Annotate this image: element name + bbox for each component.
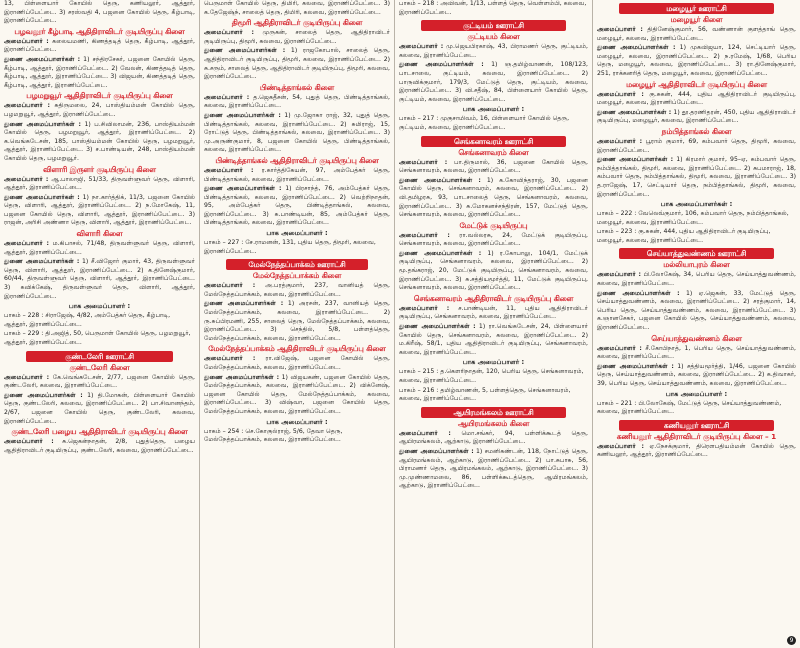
organizer-details: பா.திருமால், 36, பஜனை கோயில் தெரு, செங்கனாவரம், கலவை, இராணிப்பேட்டை. [399, 158, 588, 175]
organizer-role-label: அமைப்பாளர் : [597, 26, 643, 33]
organizer-entry [597, 443, 796, 460]
organizer-entry [399, 250, 588, 293]
organizer-entry [204, 47, 390, 81]
organizer-entry [4, 438, 195, 455]
organizer-role-label: அமைப்பாளர் : [399, 43, 444, 51]
branch-title: விளாரி கிளை [76, 229, 123, 239]
organizer-role-label: அமைப்பாளர் : [204, 282, 256, 290]
organizer-entry [399, 232, 588, 249]
booth-organizer-heading: பாக அமைப்பாளர் : [68, 302, 131, 311]
organizer-role-label: அமைப்பாளர் : [399, 158, 448, 166]
branch-title: செங்கனாவரம் கிளை [458, 147, 529, 157]
organizer-entry [4, 56, 195, 90]
organizer-role-label: அமைப்பாளர் : [597, 344, 642, 352]
organizer-details: ரா.வல்லரசு, 24, மேட்டுக் குடியிருப்பு, செங்கனாவரம், கலவை, இராணிப்பேட்டை. [399, 231, 588, 248]
organizer-entry [4, 0, 195, 26]
organizer-entry [4, 258, 195, 301]
organizer-role-label: அமைப்பாளர் : [204, 166, 254, 174]
organizer-details: 1) கிரமார் குமார், 95–ஏ, கம்பவார் தெரு, நம்பித்தாங்கல், திமூரி, கலவை, இராணிப்பேட்டை. 2) சுபமாராஜ், 18, கம்பவார் தெரு, நம்பித்தாங்கல், திமூரி, கலவை, இராணிப்பேட்டை. 3) த.ராஜேஷ், 17, செட்டியார் தெரு, நம்பித்தாங்கல், திமூரி, கலவை, இராணிப்பேட்டை. [597, 156, 797, 198]
organizer-details: 1) விஜயகண், பஜனை கோயில் தெரு, மேல்நேத்தப்பாக்கம், கலவை, இராணிப்பேட்டை. 2) விக்னேஷ், பஜனை கோயில் தெரு, மேல்நேத்தப்பாக்கம், கலவை, இராணிப்பேட்டை. 3) விஷ்வா, பஜனை கோயில் தெரு, மேல்நேத்தப்பாக்கம், கலவை, இராணிப்பேட்டை. [204, 373, 390, 415]
organizer-details: சுதிருமலை, 24, பாஸ்தியம்மன் கோயில் தெரு, பழமறுவூர், ஆத்தூர், இராணிப்பேட்டை. [4, 102, 195, 118]
organizer-entry [597, 290, 796, 333]
organizer-entry [4, 102, 195, 119]
organizer-role-label: அமைப்பாளர் : [4, 102, 50, 110]
organizer-role-label: அமைப்பாளர் : [597, 271, 641, 279]
organizer-role-label: துணை அமைப்பாளர்கள் : [399, 323, 476, 331]
organizer-role-label: அமைப்பாளர் : [399, 304, 450, 312]
organizer-role-label: அமைப்பாளர் : [204, 29, 254, 37]
branch-title: குண்டலேரி கிளை [69, 362, 130, 372]
column-3 [395, 0, 592, 648]
organizer-details: ர.கார்த்திகேயன், 97, அம்பேத்கர் தெரு, பிண்டித்தாங்கல், கலவை, இராணிப்பேட்டை. [204, 166, 390, 183]
organizer-details: 1) ஞ.தமிழ்வாணன், 108/123, பாடசாலை, குட்டியம், கலவை, இராணிப்பேட்டை. 2) பாருவிக்குமார், 179/3, மேட்டுத் தெரு, குட்டியம், கலவை, இராணிப்பேட்டை. 3) வி.சதீஷ், 84, பிள்ளையார் கோயில் தெரு, குட்டியம், கலவை, இராணிப்பேட்டை. [399, 61, 589, 103]
branch-title: பிண்டித்தாங்கல் ஆதிதிராவிடர் குடியிருப்பு கிளை [215, 155, 379, 165]
organizer-entry [4, 121, 195, 164]
organizer-entry [204, 185, 390, 228]
organizer-details: 1) பிரசாந்த், 76, அம்பேத்கர் தெரு, பிண்டித்தாங்கல், கலவை, இராணிப்பேட்டை. 2) வெற்றிநாதன், 95, அம்பேத்கர் தெரு, பிண்டித்தாங்கல், கலவை, இராணிப்பேட்டை. 3) க.பாண்டியன், 85, அம்பேத்கர் தெரு, பிண்டித்தாங்கல், கலவை, இராணிப்பேட்டை. [204, 185, 390, 227]
organizer-details: 1) க.கோவிந்தராஜ், 30, பஜனை கோயில் தெரு, செங்கனாவரம், கலவை, இராணிப்பேட்டை. 2) வி.தமிழரசு, 93, பாடசாலைத் தெரு, செங்கனாவரம், கலவை, இராணிப்பேட்டை. 3) சு.மோகனச்சந்திரன், 157, மேட்டுத் தெரு, செங்கனாவரம், கலவை, இராணிப்பேட்டை. [399, 176, 588, 219]
organizer-details: முருகன், சாலைத் தெரு, ஆதிதிராவிடர் குடியிருப்பு, திமூரி, கலவை, இராணிப்பேட்டை. [204, 29, 390, 45]
organizer-details: கு.சுகன், 444, புதிய ஆதிதிராவிடர் குடியிருப்பு, மழையூர், கலவை, இராணிப்பேட்டை. [597, 90, 796, 107]
branch-title: செங்கனாவரம் ஆதிதிராவிடர் குடியிருப்பு கிளை [413, 293, 574, 303]
organizer-details: மு.ஜெயபிரகாஷ், 43, பிராமணர் தெரு, குட்டியம், கலவை, இராணிப்பேட்டை. [399, 43, 588, 59]
organizer-entry [399, 177, 588, 220]
booth-organizer-entry: பாகம் – 254 : செ.கோகுல்ராஜ், 5/6, தேவா தெரு, மேல்நேத்தப்பாக்கம், கலவை, இராணிப்பேட்டை. [204, 427, 343, 444]
organizer-entry [204, 94, 390, 111]
organizer-entry [597, 26, 796, 43]
organizer-entry [597, 44, 796, 78]
organizer-role-label: துணை அமைப்பாளர்கள் : [204, 185, 282, 193]
organizer-entry [399, 430, 588, 447]
organizer-details: 1) ப.சிவிலாமன், 236, பாஸ்தியம்மன் கோயில் தெரு, பழமறுவூர், ஆத்தூர், இராணிப்பேட்டை. 2) க.வெங்கடேசன், 185, பாஸ்தியம்மன் கோயில் தெரு, பழமறுவூர், ஆத்தூர், இராணிப்பேட்டை. 3) ச.பாண்டியன், 248, பாஸ்தியம்மன் கோயில் தெரு, பழமறுவூர். [4, 120, 196, 162]
organizer-role-label: அமைப்பாளர் : [4, 240, 50, 248]
booth-organizer-entry: பாகம் – 217 : முகுசாமிவம், 16, பிள்ளையார் கோயில் தெரு, குட்டியம், கலவை, இராணிப்பேட்டை. [399, 115, 570, 131]
district-header: மேல்நேத்தப்பாக்கம் ஊராட்சி [226, 259, 368, 270]
organizer-details: திதினேஷ்குமார், 56, வண்ணான் குளத்தாங் தெரு, மழையூர், கலவை, இராணிப்பேட்டை. [597, 26, 796, 42]
branch-title: நம்பித்தாங்கல் கிளை [661, 126, 732, 136]
organizer-entry [204, 300, 390, 343]
branch-title: ஆயிரமங்கலம் கிளை [457, 418, 530, 428]
district-header: குண்டலேரி ஊராட்சி [26, 351, 173, 362]
district-header: கணியலூர் ஊராட்சி [619, 420, 774, 431]
organizer-role-label: துணை அமைப்பாளர்கள் : [204, 373, 280, 381]
booth-organizer-entry: பாகம் – 227 : சே.ராமனன், 131, புதிய தெரு, திமூரி, கலவை, இராணிப்பேட்டை. [204, 239, 376, 255]
organizer-details: 1) ரா.வெங்கடேசன், 24, பிள்ளையார் கோயில் தெரு, செங்கனாவரம், கலவை, இராணிப்பேட்டை. 2) ம.கிரீஷ், 58/1, புதிய ஆதிதிராவிடர் குடியிருப்பு, செங்கனாவரம், கலவை, இராணிப்பேட்டை. [399, 323, 588, 356]
organizer-role-label: துணை அமைப்பாளர்கள் : [597, 362, 674, 370]
organizer-entry [597, 91, 796, 108]
organizer-role-label: துணை அமைப்பாளர்கள் : [4, 193, 80, 201]
organizer-details: 1) ராஜகோபால், சாலைத் தெரு, ஆதிதிராவிடர் குடியிருப்பு, திமூரி, கலவை, இராணிப்பேட்டை. 2) சு.சரும், சாலைத் தெரு, ஆதிதிராவிடர் குடியிருப்பு, திமூரி, கலவை, இராணிப்பேட்டை. [204, 47, 391, 81]
organizer-details: 1) சத்தியமூர்த்தி, 1/46, பஜனை கோயில் தெரு, செய்யாத்துவண்ணம், கலவை, இராணிப்பேட்டை. 2) க.திவாகர், 39, பெரிய தெரு, செய்யாத்துவண்ணம், கலவை, இராணிப்பேட்டை. [597, 362, 797, 387]
organizer-entry [4, 38, 195, 55]
booth-organizer-heading: பாக அமைப்பாளர் : [266, 417, 328, 426]
branch-title: மேட்டுக் குடியிருப்பு [459, 220, 528, 230]
organizer-entry [4, 176, 195, 193]
organizer-role-label: துணை அமைப்பாளர்கள் : [4, 55, 81, 63]
organizer-role-label: துணை அமைப்பாளர்கள் : [399, 61, 484, 69]
organizer-details: 1) தூ.தரணிதரன், 450, புதிய ஆதிதிராவிடர் குடியிருப்பு, மழையூர், கலவை, இராணிப்பேட்டை. [597, 108, 796, 125]
organizer-role-label: துணை அமைப்பாளர்கள் : [204, 300, 284, 308]
branch-title: கணியலூர் ஆதிதிராவிடர் குடியிருப்பு கிளை – 1 [616, 431, 777, 441]
branch-title: பழவலூர் கீழ்பாடி ஆதிதிராவிடர் குடியிருப்பு கிளை [14, 26, 185, 36]
organizer-details: 1) அரசன், 237, வானியத் தெரு, மேல்நேத்தப்பாக்கம், கலவை, இராணிப்பேட்டை. 2) ரு.சுப்பிரமணி, 255, சாலைத் தெரு, மேல்நேத்தப்பாக்கம், கலவை, இராணிப்பேட்டை. 3) செந்தில், 5/8, பள்ளத்தெரு, மேல்நேத்தப்பாக்கம், கலவை, இராணிப்பேட்டை. [204, 300, 391, 342]
organizer-entry [204, 0, 390, 17]
organizer-details: மொ.சங்கர், 94, பள்ளிக்கூடத் தெரு, ஆயிரமங்கலம், ஆற்காடு, இராணிப்பேட்டை. [399, 429, 588, 446]
organizer-details: சீ.கோபிநாத், 1, பெரிய தெரு, செய்யாத்துவண்ணம், கலவை, இராணிப்பேட்டை. [597, 344, 796, 361]
booth-organizer-entry: பாகம் – 223 : கு.சுகன், 444, புதிய ஆதிதிராவிடர் குடியிருப்பு, மழையூர், கலவை, இராணிப்பேட்டை. [597, 228, 771, 244]
booth-organizer-heading: பாக அமைப்பாளர் : [266, 229, 328, 238]
organizer-entry [204, 282, 390, 299]
organizer-role-label: துணை அமைப்பாளர்கள் : [399, 447, 474, 455]
booth-organizer-heading: பாக அமைப்பாளர் : [462, 105, 525, 114]
organizer-entry [399, 448, 588, 491]
booth-organizer-heading: பாக அமைப்பாளர்கள் : [660, 200, 733, 209]
organizer-details: அ.பரத்குமார், 237, வானியத் தெரு, மேல்நேத்தப்பாக்கம், கலவை, இராணிப்பேட்டை. [204, 282, 390, 298]
organizer-details: ச.பாண்டியன், 11, புதிய ஆதிதிராவிடர் குடியிருப்பு, செங்கனாவரம், கலவை, இராணிப்பேட்டை. [399, 304, 588, 321]
organizer-details: பூராம் குமார், 69, கம்பவார் தெரு, திமூரி, கலவை, இராணிப்பேட்டை. [597, 137, 796, 154]
booth-organizer-heading: பாக அமைப்பாளர் : [665, 389, 728, 398]
branch-title: திமூரி ஆதிதிராவிடர் குடியிருப்பு கிளை [231, 18, 363, 28]
branch-title: மல்லியாபுரம் கிளை [663, 260, 730, 270]
organizer-entry [597, 109, 796, 126]
organizer-details: கே.வெங்கடேசன், 2/77, பஜனை கோயில் தெரு, குண்டலேரி, கலவை, இராணிப்பேட்டை. [4, 373, 195, 390]
organizer-entry [597, 363, 796, 389]
organizer-role-label: அமைப்பாளர் : [4, 373, 50, 381]
booth-organizer-heading: பாக அமைப்பாளர் : [462, 358, 525, 367]
branch-title: விளாரி இருளர் குடியிருப்பு கிளை [43, 164, 156, 174]
organizer-details: பெருமாள் கோயில் தெரு, திமிரி, கலவை, இராணிப்பேட்டை. 3) க.தேஜேஷ்ந், சாலைத் தெரு, திமிரி, கலவை, இராணிப்பேட்டை. [204, 0, 390, 16]
booth-organizer-entry: பாகம் – 228 : சிராஜேஷ், 4/82, அம்பேத்கர் தெரு, கீழ்பாடி, ஆத்தூர், இராணிப்பேட்டை. [4, 312, 171, 328]
booth-organizer-entry: பாகம் – 221 : பி.லோகேஷ், மேட்டுத் தெரு, செய்யாத்துவண்ணம், கலவை, இராணிப்பேட்டை. [597, 399, 782, 416]
organizer-details: கலையமணி, கிணத்தடித் தெரு, கீழ்பாடி, ஆத்தூர், இராணிப்பேட்டை. [4, 37, 195, 54]
organizer-role-label: துணை அமைப்பாளர்கள் : [399, 176, 481, 184]
district-header: ஆயிரமங்கலம் ஊராட்சி [421, 407, 566, 418]
organizer-details: 1) தி.மோகன், பிள்ளையார் கோயில் தெரு, குண்டலேரி, கலவை, இராணிப்பேட்டை. 2) பா.சிவானந்தம், 2/67, பஜனை கோயில் தெரு, குண்டலேரி, கலவை, இராணிப்பேட்டை. [4, 391, 195, 425]
branch-title: மேல்நேத்தப்பாக்கம் ஆதிதிராவிடர் குடியிருப்பு கிளை [208, 344, 386, 354]
organizer-details: த.ஜெகதீசன், 54, புதுத் தெரு, பிண்டித்தாங்கல், கலவை, இராணிப்பேட்டை. [204, 93, 390, 110]
organizer-details: 1) சந்திரசேகர், பஜனை கோயில் தெரு, கீழ்பாடி, ஆத்தூர், இராணிப்பேட்டை. 2) வேலன், கிணத்தடித் தெரு, கீழ்பாடி, ஆத்தூர், இராணிப்பேட்டை. 3) விஜயன், கிணத்தடித் தெரு, கீழ்பாடி, ஆத்தூர், இராணிப்பேட்டை. [4, 55, 195, 89]
organizer-details: 1) ர.கோபாலு, 104/1, மேட்டுக் குடியிருப்பு, செங்கனாவரம், கலவை, இராணிப்பேட்டை. 2) மூ.தங்கராஜ், 20, மேட்டுக் குடியிருப்பு, செங்கனாவரம், கலவை, இராணிப்பேட்டை. 3) சு.சத்தியமூர்த்தி, 11, மேட்டுக் குடியிருப்பு, செங்கனாவரம், கலவை, இராணிப்பேட்டை. [399, 249, 588, 292]
organizer-role-label: அமைப்பாளர் : [597, 442, 644, 450]
organizer-role-label: துணை அமைப்பாளர்கள் : [204, 47, 286, 55]
page-number: 9 [787, 636, 796, 645]
branch-title: மழையூர் ஆதிதிராவிடர் குடியிருப்பு கிளை [626, 79, 767, 89]
branch-title: பிண்டித்தாங்கல் கிளை [259, 82, 335, 92]
organizer-role-label: அமைப்பாளர் : [204, 355, 256, 363]
district-header: செங்கனாவரம் ஊராட்சி [421, 136, 566, 147]
organizer-role-label: துணை அமைப்பாளர்கள் : [4, 120, 81, 128]
organizer-entry [4, 194, 195, 228]
organizer-details: ரா.விஜேஷ், பஜனை கோயில் தெரு, மேல்நேத்தப்பாக்கம், கலவை, இராணிப்பேட்டை. [204, 355, 390, 371]
organizer-role-label: அமைப்பாளர் : [204, 93, 250, 101]
organizer-role-label: அமைப்பாளர் : [4, 175, 49, 183]
booth-organizer-entry: பாகம் – 215 : த.கௌரிநாதன், 120, பெரிய தெரு, செங்கனாவரம், கலவை, இராணிப்பேட்டை. [399, 368, 584, 384]
organizer-role-label: அமைப்பாளர் : [399, 429, 451, 437]
organizer-role-label: துணை அமைப்பாளர்கள் : [597, 108, 672, 116]
organizer-entry [4, 374, 195, 391]
branch-title: குண்டலேரி பழைய ஆதிதிராவிடர் குடியிருப்பு கிளை [11, 427, 188, 437]
organizer-role-label: துணை அமைப்பாளர்கள் : [597, 44, 676, 52]
organizer-entry [4, 392, 195, 426]
organizer-details: ஆ.பாலாஜி, 51/33, திருவள்ளுவர் தெரு, விளாரி, ஆத்தூர், இராணிப்பேட்டை. [4, 175, 195, 192]
branch-title: மேல்நேத்தப்பாக்கம் கிளை [252, 271, 342, 281]
organizer-role-label: அமைப்பாளர் : [4, 438, 54, 446]
organizer-details: 1) சீ.விஜோர் குமார், 43, திருவள்ளுவர் தெரு, விளாரி, ஆத்தூர், இராணிப்பேட்டை. 2) க.தினேஷ்குமார், 60/44, திருவள்ளுவர் தெரு, விளாரி, ஆத்தூர், இராணிப்பேட்டை. 3) கவிக்கேஷ், திருவள்ளுவர் தெரு, விளாரி, ஆத்தூர், இராணிப்பேட்டை. [4, 258, 195, 300]
organizer-entry [597, 138, 796, 155]
column-2 [200, 0, 394, 648]
organizer-details: ஏ.நேசக்குமார், திரெளபதியம்மன் கோயில் தெரு, கணியலூர், ஆத்தூர், இராணிப்பேட்டை. [597, 442, 796, 459]
column-4 [593, 0, 800, 648]
organizer-details: 1) நா.கார்த்திக், 11/3, பஜனை கோயில் தெரு, விளாரி, ஆத்தூர், இராணிப்பேட்டை. 2) ந.மோகேஷ், 11, பஜனை கோயில் தெரு, விளாரி, ஆத்தூர், இராணிப்பேட்டை. 3) ராஜன், அரிசி அண்ணா தெரு, விளாரி, ஆத்தூர், இராணிப்பேட்டை. [4, 193, 195, 227]
organizer-role-label: துணை அமைப்பாளர்கள் : [4, 391, 83, 399]
branch-title: செய்யாத்துவண்ணம் கிளை [651, 333, 742, 343]
organizer-role-label: அமைப்பாளர் : [4, 37, 49, 45]
organizer-details: 1) முகவிஜயா, 124, செட்டியார் தெரு, மழையூர், கலவை, இராணிப்பேட்டை. 2) ந.ரமேஷ், 1/68, பெரிய தெரு, மழையூர், கலவை, இராணிப்பேட்டை. 3) ரா.தினேஷ்குமார், 251, ராக்கனரித் தெரு, மழையூர், கலவை, இராணிப்பேட்டை. [597, 44, 796, 77]
organizer-details: 1) சமனிகண்டன், 118, நோட்டுத் தெரு, ஆயிரமங்கலம், ஆற்காடு, இராணிப்பேட்டை. 2) பா.சுபாசு, 56, பிராமணர் தெரு, ஆயிரமங்கலம், ஆற்காடு, இராணிப்பேட்டை. 3) மு.முண்ணாமலை, 86, பள்ளிக்கூடத்தெரு, ஆயிரமங்கலம், ஆற்காடு, இராணிப்பேட்டை. [399, 447, 588, 490]
organizer-role-label: துணை அமைப்பாளர்கள் : [597, 156, 674, 164]
organizer-entry [4, 240, 195, 257]
booth-organizer-entry: பாகம் – 216 : தமிழ்வாணன், 5, பள்ளத்தெரு, செங்கனாவரம், கலவை, இராணிப்பேட்டை. [399, 386, 571, 403]
district-header: செய்யாத்துவண்ணம் ஊராட்சி [619, 248, 774, 259]
organizer-role-label: அமைப்பாளர் : [399, 231, 450, 239]
organizer-role-label: துணை அமைப்பாளர்கள் : [4, 258, 80, 266]
organizer-entry [204, 374, 390, 417]
district-header: மழையூர் ஊராட்சி [619, 3, 774, 14]
organizer-entry [399, 305, 588, 322]
organizer-details: ம.கிபாசல், 71/48, திருவள்ளுவர் தெரு, விளாரி, ஆத்தூர், இராணிப்பேட்டை. [4, 240, 195, 256]
organizer-entry [204, 167, 390, 184]
organizer-details: சு.ஜெகன்நாதன், 2/8, புதுத்தெரு, பழைய ஆதிதிராவிடர் குடியிருப்பு, குண்டலேரி, கலவை, இராணிப்பேட்டை. [4, 438, 195, 454]
organizer-role-label: துணை அமைப்பாளர்கள் : [399, 249, 482, 257]
organizer-role-label: துணை அமைப்பாளர்கள் : [204, 111, 281, 119]
district-header: குட்டியம் ஊராட்சி [421, 20, 566, 31]
column-1 [0, 0, 199, 648]
organizer-role-label: துணை அமைப்பாளர்கள் : [597, 289, 680, 297]
organizer-entry [399, 323, 588, 357]
booth-organizer-entry: பாகம் – 222 : வேலெவ்குமார், 106, கம்பவார் தெரு, நம்பித்தாங்கல், மழையூர், கலவை, இராணிப்பேட்டை. [597, 210, 789, 226]
organizer-entry [204, 29, 390, 46]
booth-organizer-entry: பாகம் – 229 : தி.அஜித், 50, பெருமாள் கோயில் தெரு, பழமறுவூர், ஆத்தூர், இராணிப்பேட்டை. [4, 330, 191, 346]
organizer-entry [204, 112, 390, 155]
organizer-details: 1) மு.ஜோகா ராஜ், 32, புதுத் தெரு, பிண்டித்தாங்கல், கலவை, இராணிப்பேட்டை. 2) சுமிராஜ், 15, ரோட்டுத் தெரு, பிண்டித்தாங்கல், கலவை, இராணிப்பேட்டை. 3) மு.அருண்குமார், 8, பஜனை கோயில் தெரு, பிண்டித்தாங்கல், கலவை, இராணிப்பேட்டை. [204, 111, 390, 154]
branch-title: பழமறுவூர் ஆதிதிராவிடர் குடியிருப்பு கிளை [26, 91, 173, 101]
organizer-entry [204, 355, 390, 372]
organizer-details: 1) ஏ.ஜெகன், 33, மேட்டுத் தெரு, செய்யாத்துவண்ணம், கலவை, இராணிப்பேட்டை. 2) சரத்குமார், 14, பெரிய தெரு, செய்யாத்துவண்ணம், கலவை, இராணிப்பேட்டை. 3) க.ஞானசேகர், பஜனை கோயில் தெரு, செய்யாத்துவண்ணம், கலவை, இராணிப்பேட்டை. [597, 289, 796, 332]
organizer-entry [399, 43, 588, 60]
organizer-entry [399, 61, 588, 104]
branch-title: குட்டியம் கிளை [467, 32, 520, 42]
organizer-entry [597, 271, 796, 288]
organizer-details: 13, பிள்ளையார் கோயில் தெரு, கணியலூர், ஆத்தூர், இராணிப்பேட்டை. 3) சரஸ்வதி 4, பஜனை கோயில் தெரு, கீழ்பாடி, இராணிப்பேட்டை. [4, 0, 195, 25]
branch-title: மழையூர் கிளை [670, 15, 723, 24]
organizer-role-label: அமைப்பாளர் : [597, 90, 644, 98]
organizer-role-label: அமைப்பாளர் : [597, 137, 643, 145]
organizer-entry [597, 156, 796, 199]
organizer-entry [399, 159, 588, 176]
booth-organizer-entry: பாகம் – 218 : அவிவன், 1/13, பள்ளத் தெரு, வெள்ளம்பி, கலவை, இராணிப்பேட்டை. [399, 0, 587, 16]
organizer-entry [597, 345, 796, 362]
organizer-details: பி.லோகேஷ், 34, பெரிய தெரு, செய்யாத்துவண்ணம், கலவை, இராணிப்பேட்டை. [597, 271, 796, 288]
